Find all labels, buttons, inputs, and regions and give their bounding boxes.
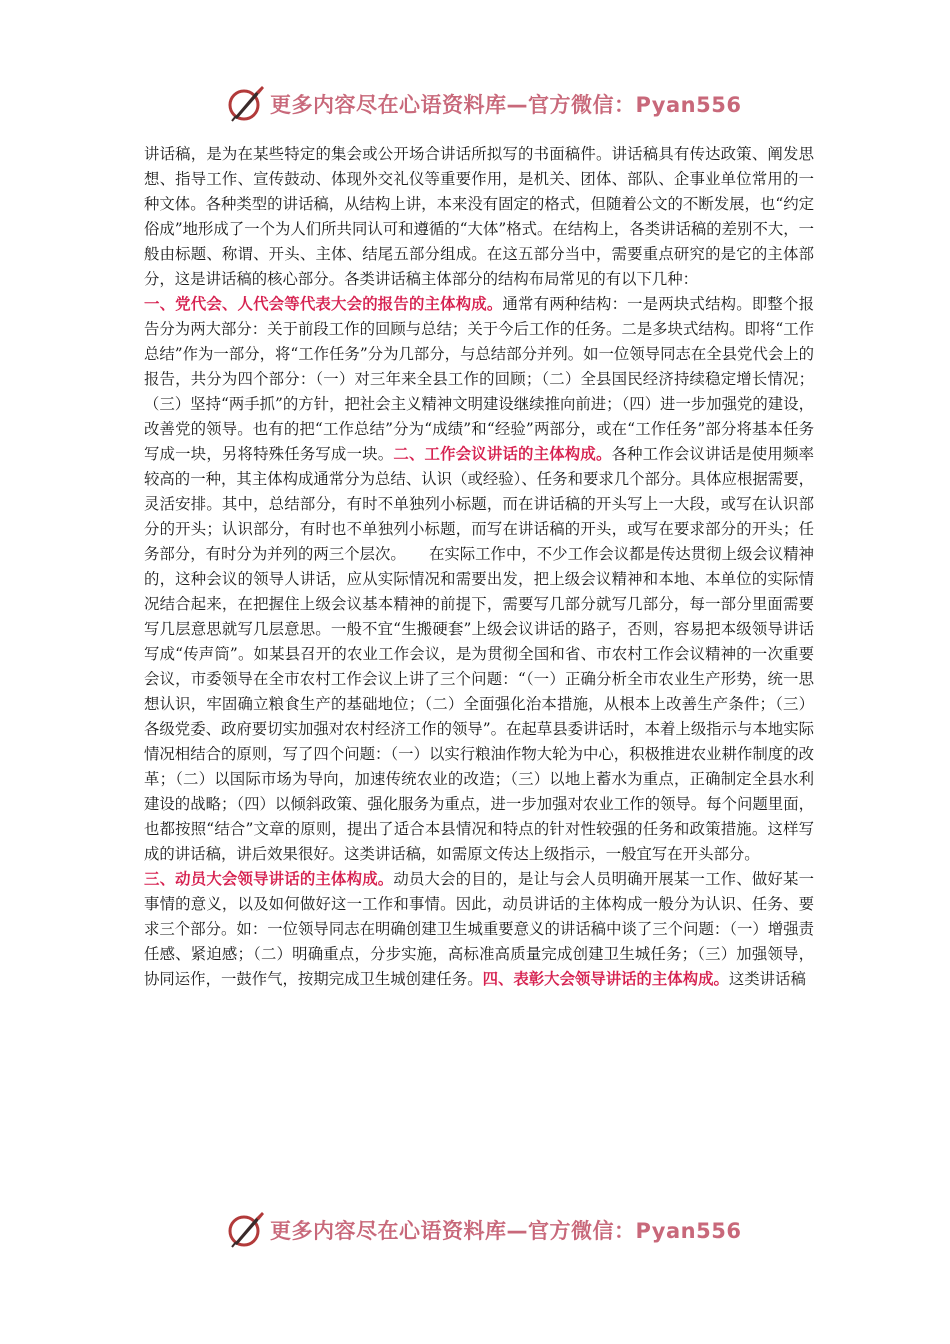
section-text: 各种工作会议讲话是使用频率较高的一种，其主体构成通常分为总结、认识（或经验）、任务和要求几个部分。具体应根据需要，灵活安排。其中，总结部分，有时不单独列小标题，而在讲话稿的开头写上一大段，或写在认识部分的开头；认识部分，有时也不单独列小标题，而写在讲话稿的开头，或写在要求部分的开头；任务部分，有时分为并列的两三个层次。 在实际工作中，不少工作会议都是传达贯彻上级会议精神的，这种会议的领导人讲话，应从实际情况和需要出发，把上级会议精神和本地、本单位的实际情况结合起来，在把握住上级会议基本精神的前提下，需要写几部分就写几部分，每一部分里面需要写几层意思就写几层意思。一般不宜“生搬硬套”上级会议讲话的路子，否则，容易把本级领导讲话写成“传声筒”。如某县召开的农业工作会议，是为贯彻全国和省、市农村工作会议精神的一次重要会议，市委领导在全市农村工作会议上讲了三个问题：“（一）正确分析全市农业生产形势，统一思想认识，牢固确立粮食生产的基础地位；（二）全面强化治本措施，从根本上改善生产条件；（三）各级党委、政府要切实加强对农村经济工作的领导”。在起草县委讲话时，本着上级指示与本地实际情况相结合的原则，写了四个问题：（一）以实行粮油作物大轮为中心，积极推进农业耕作制度的改革；（二）以国际市场为导向，加速传统农业的改造；（三）以地上蓄水为重点，正确制定全县水利建设的战略；（四）以倾斜政策、强化服务为重点，进一步加强对农业工作的领导。每个问题里面，也都按照“结合”文章的原则，提出了适合本县情况和特点的针对性较强的任务和政策措施。这样写成的讲话稿，讲后效果很好。这类讲话稿，如需原文传达上级指示，一般宜写在开头部分。 xyxy=(144,445,814,863)
header-banner xyxy=(226,82,746,126)
intro-text: 讲话稿，是为在某些特定的集会或公开场合讲话所拟写的书面稿件。讲话稿具有传达政策、阐发思想、指导工作、宣传鼓动、体现外交礼仪等重要作用，是机关、团体、部队、企事业单位常用的一种文体。各种类型的讲话稿，从结构上讲，本来没有固定的格式，但随着公文的不断发展，也“约定俗成”地形成了一个为人们所共同认可和遵循的“大体”格式。在结构上，各类讲话稿的差别不大，一般由标题、称谓、开头、主体、结尾五部分组成。在这五部分当中，需要重点研究的是它的主体部分，这是讲话稿的核心部分。各类讲话稿主体部分的结构布局常见的有以下几种： xyxy=(144,145,814,288)
quill-pen-logo-icon xyxy=(226,1210,266,1250)
section-text: 动员大会的目的，是让与会人员明确开展某一工作、做好某一事情的意义，以及如何做好这一工作和事情。因此，动员讲话的主体构成一般分为认识、任务、要求三个部分。如：一位领导同志在明确创建卫生城重要意义的讲话稿中谈了三个问题：（一）增强责任感、紧迫感；（二）明确重点，分步实施，高标准高质量完成创建卫生城任务；（三）加强领导，协同运作，一鼓作气，按期完成卫生城创建任务。 xyxy=(144,870,814,988)
document-body xyxy=(144,142,814,1192)
quill-pen-logo-icon xyxy=(226,84,266,124)
section-heading: 三、动员大会领导讲话的主体构成。 xyxy=(144,870,394,888)
document-paragraph xyxy=(144,292,814,867)
section-text: 这类讲话稿 xyxy=(728,970,806,988)
section-heading: 一、党代会、人代会等代表大会的报告的主体构成。 xyxy=(144,295,503,313)
section-heading: 二、工作会议讲话的主体构成。 xyxy=(393,445,612,463)
document-paragraph xyxy=(144,142,814,292)
document-paragraph xyxy=(144,867,814,992)
section-text: 通常有两种结构：一是两块式结构。即整个报告分为两大部分：关于前段工作的回顾与总结；关于今后工作的任务。二是多块式结构。即将“工作总结”作为一部分，将“工作任务”分为几部分，与总结部分并列。如一位领导同志在全县党代会上的报告，共分为四个部分：（一）对三年来全县工作的回顾；（二）全县国民经济持续稳定增长情况；（三）坚持“两手抓”的方针，把社会主义精神文明建设继续推向前进；（四）进一步加强党的建设，改善党的领导。也有的把“工作总结”分为“成绩”和“经验”两部分，或在“工作任务”部分将基本任务写成一块，另将特殊任务写成一块。 xyxy=(144,295,814,463)
section-heading: 四、表彰大会领导讲话的主体构成。 xyxy=(482,970,729,988)
banner-text: 更多内容尽在心语资料库—官方微信：Pyan556 xyxy=(270,1219,742,1243)
banner-text: 更多内容尽在心语资料库—官方微信：Pyan556 xyxy=(270,93,742,117)
footer-banner xyxy=(226,1208,746,1252)
